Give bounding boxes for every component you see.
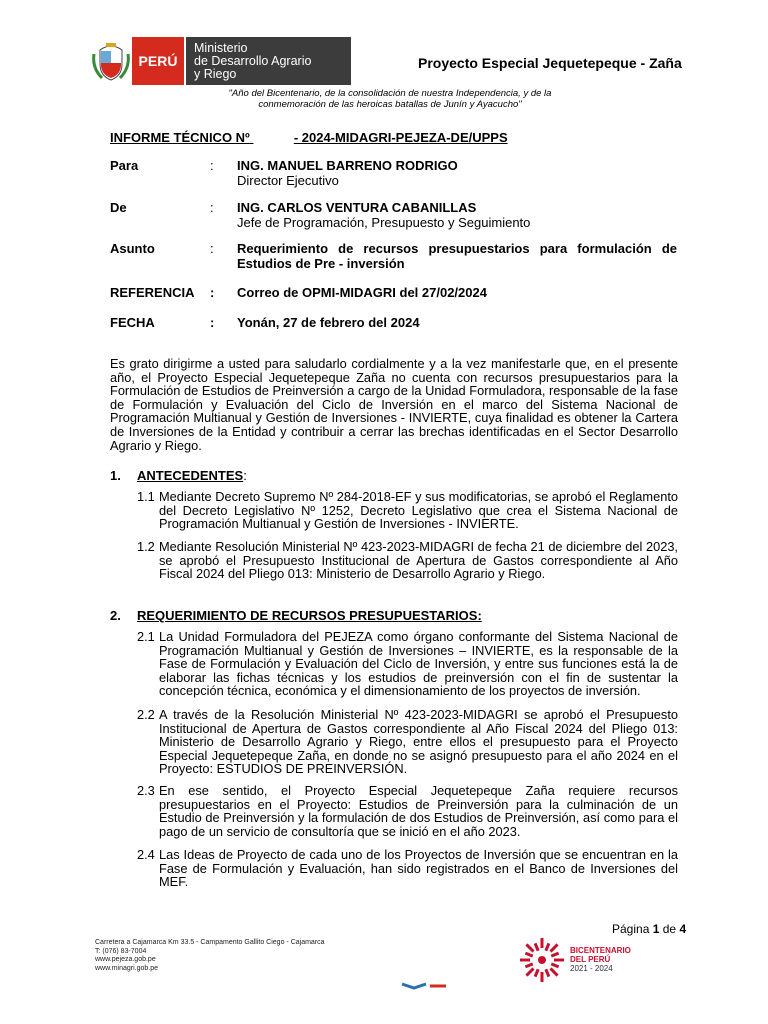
peru-label: PERÚ: [138, 53, 178, 69]
memo-reference-row: [110, 285, 678, 301]
to-colon: :: [210, 158, 214, 173]
footer-decoration-icon: [400, 978, 450, 994]
subject-line-2: Estudios de Pre - inversión: [237, 256, 405, 271]
from-label: De: [110, 200, 127, 215]
from-name: ING. CARLOS VENTURA CABANILLAS: [237, 200, 477, 215]
subject-line-1: Requerimiento de recursos presupuestarios para formulación de: [237, 241, 677, 256]
to-role: Director Ejecutivo: [237, 173, 339, 188]
item-2-3-number: 2.3: [137, 783, 155, 798]
reference-colon: :: [210, 285, 215, 300]
page-mid: de: [662, 922, 677, 936]
report-title-suffix: - 2024-MIDAGRI-PEJEZA-DE/UPPS: [293, 130, 508, 145]
subject-colon: :: [210, 241, 214, 256]
year-motto: [200, 88, 580, 110]
page-prefix: Página: [612, 922, 650, 936]
item-1-2: [137, 540, 678, 581]
motto-line-1: "Año del Bicentenario, de la consolidación de nuestra Independencia, y de la: [228, 88, 552, 99]
bicent-line-2: DEL PERÚ: [570, 955, 611, 964]
footer-web-pejeza[interactable]: www.pejeza.gob.pe: [95, 956, 156, 963]
motto-line-2: conmemoración de las heroicas batallas de Junín y Ayacucho": [258, 99, 522, 110]
intro-paragraph: Es grato dirigirme a usted para saludarlo cordialmente y a la vez manifestarle que, en el presente año, el Proyecto Especial Jequetepeque Zaña no cuenta con recursos presupuestarios para la Formulación de Estudios de Preinversión a cargo de la Unidad Formuladora, responsable de la fase de Formulación y Evaluación del Ciclo de Inversión en el marco del Sistema Nacional de Programación Multianual y Gestión de Inversiones - INVIERTE, cuya finalidad es obtener la Cartera de Inversiones de la Entidad y contribuir a cerrar las brechas identificadas en el Sector Desarrollo Agrario y Riego.: [110, 356, 678, 453]
ministry-logo: [186, 37, 351, 85]
peru-logo: [132, 37, 184, 85]
report-title-prefix: INFORME TÉCNICO Nº: [110, 130, 250, 145]
item-2-2-text: A través de la Resolución Ministerial Nº 423-2023-MIDAGRI se aprobó el Presupuesto Institucional de Apertura de Gastos correspondiente al Año Fiscal 2024 del Pliego 013: Ministerio de Desarrollo Agrario y Riego, entre ellos el presupuesto para el Proyecto Especial Jequetepeque Zaña, en donde no se asignó presupuesto para el año 2024 en el Proyecto: ESTUDIOS DE PREINVERSIÓN.: [159, 707, 678, 777]
item-2-4-number: 2.4: [137, 847, 155, 862]
to-name: ING. MANUEL BARRENO RODRIGO: [237, 158, 458, 173]
subject-label: Asunto: [110, 241, 155, 256]
memo-from-row: [110, 200, 678, 232]
page-number: [612, 922, 686, 936]
subject-value: [237, 241, 677, 271]
from-value: [237, 200, 677, 230]
to-label: Para: [110, 158, 139, 173]
page-total: 4: [679, 922, 687, 936]
memo-date-row: [110, 315, 678, 331]
item-2-2: [137, 708, 678, 776]
from-colon: :: [210, 200, 214, 215]
reference-value: Correo de OPMI-MIDAGRI del 27/02/2024: [237, 285, 487, 300]
date-label: FECHA: [110, 315, 155, 330]
item-2-4: [137, 848, 678, 889]
item-2-3-text: En ese sentido, el Proyecto Especial Jequetepeque Zaña requiere recursos presupuestarios en el Proyecto: Estudios de Preinversión para la culminación de un Estudio de Preinversión y la formulación de dos Estudios de Preinversión, así como para el pago de un servicio de consultoría que se inició en el año 2023.: [159, 783, 678, 839]
reference-label: REFERENCIA: [110, 285, 195, 300]
to-value: [237, 158, 677, 188]
item-2-3: [137, 784, 678, 838]
item-2-1: [137, 630, 678, 698]
section-2-number: 2.: [110, 608, 121, 623]
item-1-1-number: 1.1: [137, 489, 155, 504]
item-2-1-number: 2.1: [137, 629, 155, 644]
footer-phone: T: (076) 83-7004: [95, 947, 147, 955]
item-2-4-text: Las Ideas de Proyecto de cada uno de los Proyectos de Inversión que se encuentran en la Fase de Formulación y Evaluación, han sido registrados en el Banco de Inversiones del MEF.: [159, 847, 678, 890]
bicentenario-logo-text: [570, 946, 631, 973]
date-value: Yonán, 27 de febrero del 2024: [237, 315, 420, 330]
section-1-heading: [110, 468, 247, 483]
section-1-number: 1.: [110, 468, 121, 483]
ministry-line-3: y Riego: [194, 67, 237, 81]
project-title: Proyecto Especial Jequetepeque - Zaña: [418, 55, 682, 71]
bicentenario-emblem-icon: [518, 936, 566, 984]
section-2-title: REQUERIMIENTO DE RECURSOS PRESUPUESTARIOS:: [137, 608, 482, 623]
peru-coat-of-arms-icon: [92, 40, 130, 82]
item-1-1: [137, 490, 678, 531]
report-title: [110, 130, 508, 145]
memo-subject-row: [110, 241, 678, 273]
date-colon: :: [210, 315, 215, 330]
ministry-line-2: de Desarrollo Agrario: [194, 54, 312, 68]
bicent-years: 2021 - 2024: [570, 964, 613, 973]
section-2-heading: [110, 608, 482, 623]
memo-to-row: [110, 158, 678, 190]
section-1-colon: :: [243, 468, 247, 483]
item-1-1-text: Mediante Decreto Supremo Nº 284-2018-EF y sus modificatorias, se aprobó el Reglamento del Decreto Legislativo Nº 1252, Decreto Legislativo que crea el Sistema Nacional de Programación Multianual y Gestión de Inversiones - INVIERTE.: [159, 489, 678, 532]
bicent-line-1: BICENTENARIO: [570, 946, 631, 955]
item-2-1-text: La Unidad Formuladora del PEJEZA como órgano conformante del Sistema Nacional de Programación Multianual y Gestión de Inversiones – INVIERTE, es la responsable de la Fase de Formulación y Evaluación del Ciclo de Inversión, y entre sus funciones está la de elaborar las fichas técnicas y los estudios de preinversión con el fin de sustentar la concepción técnica, económica y el dimensionamiento de los proyectos de inversión.: [159, 629, 678, 699]
page-current: 1: [652, 922, 660, 936]
item-1-2-number: 1.2: [137, 539, 155, 554]
item-1-2-text: Mediante Resolución Ministerial Nº 423-2023-MIDAGRI de fecha 21 de diciembre del 2023, se aprobó el Presupuesto Institucional de Apertura de Gastos correspondiente al Año Fiscal 2024 del Pliego 013: Ministerio de Desarrollo Agrario y Riego.: [159, 539, 678, 582]
item-2-2-number: 2.2: [137, 707, 155, 722]
footer-contact: [95, 939, 325, 973]
footer-web-minagri[interactable]: www.minagri.gob.pe: [95, 964, 159, 972]
footer-address: Carretera a Cajamarca Km 33.5 - Campamento Gallito Ciego - Cajamarca: [95, 939, 325, 946]
from-role: Jefe de Programación, Presupuesto y Seguimiento: [237, 215, 531, 230]
ministry-line-1: Ministerio: [194, 41, 248, 55]
section-1-title: ANTECEDENTES: [137, 468, 244, 483]
